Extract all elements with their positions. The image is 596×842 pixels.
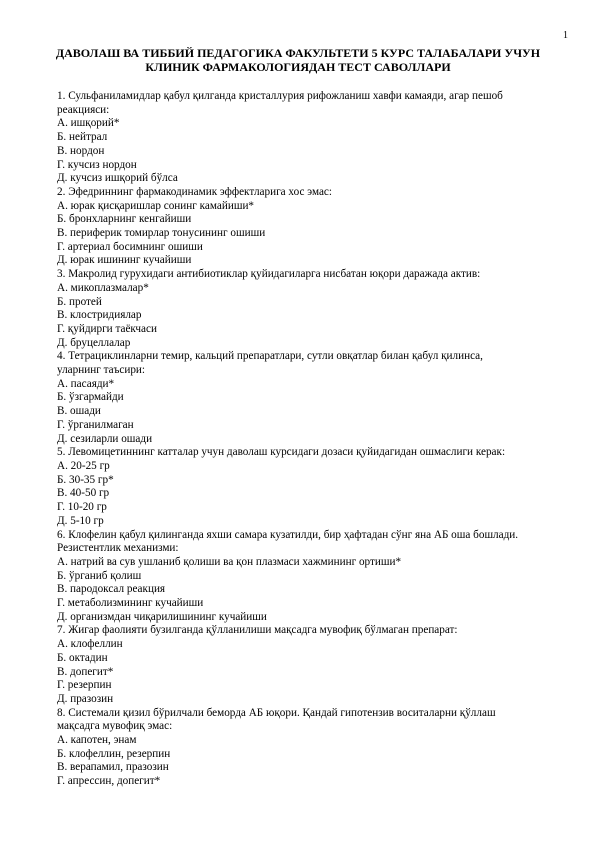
text-line: В. верапамил, празозин bbox=[57, 761, 169, 774]
text-line: Б. ўзгармайди bbox=[57, 391, 124, 404]
text-line: Г. метаболизмининг кучайиши bbox=[57, 597, 204, 610]
text-line: Г. апрессин, допегит* bbox=[57, 775, 161, 788]
text-line: Б. нейтрал bbox=[57, 131, 108, 144]
text-line: реакцияси: bbox=[57, 103, 110, 116]
text-line: А. 20-25 гр bbox=[57, 459, 110, 472]
text-line: В. допегит* bbox=[57, 665, 114, 678]
text-line: 4. Тетрациклинларни темир, кальций препаратлари, сутли овқатлар билан қабул қилинса, bbox=[57, 350, 483, 363]
text-line: Д. бруцеллалар bbox=[57, 336, 131, 349]
text-line: 5. Левомицетиннинг катталар учун даволаш курсидаги дозаси қуйидагидан ошмаслиги керак: bbox=[57, 446, 506, 459]
document-title bbox=[40, 46, 556, 74]
text-line: 3. Макролид гурухидаги антибиотиклар қуйидагиларга нисбатан юқори даражада актив: bbox=[57, 268, 481, 281]
text-line: А. клофеллин bbox=[57, 638, 123, 651]
text-line: Д. празозин bbox=[57, 692, 114, 705]
text-line: Г. қуйдирги таёкчаси bbox=[57, 322, 157, 335]
text-line: А. пасаяди* bbox=[57, 377, 115, 390]
text-line: В. пародоксал реакция bbox=[57, 583, 166, 596]
text-line: уларнинг таъсири: bbox=[57, 364, 146, 377]
text-line: А. юрак қисқаришлар сонинг камайиши* bbox=[57, 199, 255, 212]
text-line: В. нордон bbox=[57, 144, 105, 157]
text-line: Б. бронхларнинг кенгайиши bbox=[57, 213, 192, 226]
text-line: Д. юрак ишининг кучайиши bbox=[57, 254, 192, 267]
title-line-2: КЛИНИК ФАРМАКОЛОГИЯДАН ТЕСТ САВОЛЛАРИ bbox=[145, 60, 451, 74]
test-questions bbox=[57, 90, 556, 789]
text-line: 8. Системали қизил бўрилчали беморда АБ юқори. Қандай гипотензив воситаларни қўллаш bbox=[57, 706, 496, 719]
text-line: Д. организмдан чиқарилишининг кучайиши bbox=[57, 610, 267, 623]
text-line: В. клостридиялар bbox=[57, 309, 142, 322]
text-line: Б. 30-35 гр* bbox=[57, 473, 114, 486]
text-line: В. периферик томирлар тонусининг ошиши bbox=[57, 227, 266, 240]
text-line: А. микоплазмалар* bbox=[57, 281, 149, 294]
text-line: 6. Клофелин қабул қилинганда яхши самара кузатилди, бир ҳафтадан сўнг яна АБ оша бошлади. bbox=[57, 528, 519, 541]
text-line: Г. кучсиз нордон bbox=[57, 158, 137, 171]
text-line: Д. сезиларли ошади bbox=[57, 432, 153, 445]
text-line: Б. протей bbox=[57, 295, 102, 308]
text-line: Резистентлик механизми: bbox=[57, 542, 179, 555]
text-line: 2. Эфедриннинг фармакодинамик эффектларига хос эмас: bbox=[57, 185, 332, 198]
text-line: Д. 5-10 гр bbox=[57, 514, 104, 527]
text-line: мақсадга мувофиқ эмас: bbox=[57, 720, 173, 733]
page-number: 1 bbox=[563, 30, 568, 41]
text-line: Г. ўрганилмаган bbox=[57, 418, 134, 431]
text-line: А. капотен, энам bbox=[57, 734, 137, 747]
text-line: В. ошади bbox=[57, 405, 101, 418]
text-line: В. 40-50 гр bbox=[57, 487, 110, 500]
text-line: Д. кучсиз ишқорий бўлса bbox=[57, 172, 178, 185]
text-line: А. натрий ва сув ушланиб қолиши ва қон плазмаси хажмининг ортиши* bbox=[57, 555, 402, 568]
text-line: 7. Жигар фаолияти бузилганда қўлланилиши мақсадга мувофиқ бўлмаган препарат: bbox=[57, 624, 458, 637]
text-line: 1. Сульфаниламидлар қабул қилганда кристаллурия рифожланиш хавфи камаяди, агар пешоб bbox=[57, 90, 503, 102]
title-line-1: ДАВОЛАШ ВА ТИББИЙ ПЕДАГОГИКА ФАКУЛЬТЕТИ 5 КУРС ТАЛАБАЛАРИ УЧУН bbox=[55, 46, 541, 60]
text-line: Г. резерпин bbox=[57, 679, 112, 692]
text-line: Г. 10-20 гр bbox=[57, 501, 107, 514]
text-line: Г. артериал босимнинг ошиши bbox=[57, 240, 203, 253]
text-line: Б. клофеллин, резерпин bbox=[57, 747, 171, 760]
text-line: Б. ўрганиб қолиш bbox=[57, 569, 142, 582]
text-line: Б. октадин bbox=[57, 651, 108, 664]
text-line: А. ишқорий* bbox=[57, 117, 120, 130]
